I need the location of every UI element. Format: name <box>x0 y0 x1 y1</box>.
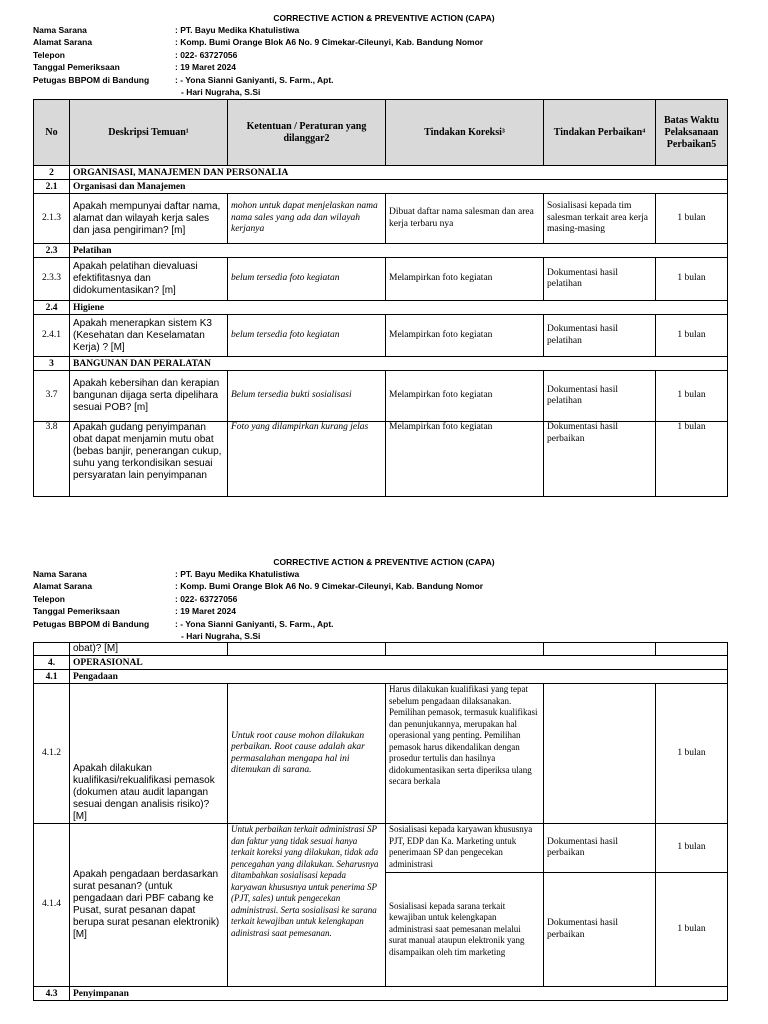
row-deskripsi: Apakah pengadaan berdasarkan surat pesanan? (untuk pengadaan dari PBF cabang ke Pusat, surat pesanan dapat berupa surat pesanan elektronik) [M] <box>70 824 228 987</box>
subsection-row <box>34 301 728 315</box>
row-ketentuan: mohon untuk dapat menjelaskan nama nama sales yang ada dan wilayah kerjanya <box>228 194 386 244</box>
row-koreksi: Dibuat daftar nama salesman dan area kerja terbaru nya <box>386 194 544 244</box>
field-label: Petugas BBPOM di Bandung <box>33 618 150 629</box>
field-value: : Komp. Bumi Orange Blok A6 No. 9 Cimekar-Cileunyi, Kab. Bandung Nomor <box>175 581 484 592</box>
row-no: 4.1.4 <box>34 824 70 987</box>
subsection-row <box>34 180 728 194</box>
capa-table-1 <box>33 99 728 497</box>
document-title: CORRECTIVE ACTION & PREVENTIVE ACTION (CAPA) <box>273 13 495 23</box>
field-value: : - Yona Sianni Ganiyanti, S. Farm., Apt. <box>175 74 334 85</box>
section-row <box>34 656 728 670</box>
row-no: 2.3.3 <box>34 258 70 301</box>
row-deskripsi: Apakah mempunyai daftar nama, alamat dan wilayah kerja sales dan jasa pengiriman? [m] <box>70 194 228 244</box>
section-title: BANGUNAN DAN PERALATAN <box>70 357 728 371</box>
header-field-telepon <box>33 593 483 605</box>
row-ketentuan: belum tersedia foto kegiatan <box>228 315 386 357</box>
row-koreksi: Sosialisasi kepada karyawan khususnya PJT, EDP dan Ka. Marketing untuk penerimaan SP dan pengecekan administrasi <box>386 824 544 873</box>
table-row <box>34 315 728 357</box>
header-field-telepon <box>33 49 483 61</box>
section-no: 4.1 <box>34 670 70 684</box>
field-value: : 19 Maret 2024 <box>175 62 236 73</box>
row-batas: 1 bulan <box>656 422 728 497</box>
section-no: 2.3 <box>34 244 70 258</box>
field-label: Telepon <box>33 593 65 604</box>
row-perbaikan: Dokumentasi hasil perbaikan <box>544 422 656 497</box>
row-deskripsi: Apakah dilakukan kualifikasi/rekualifikasi pemasok (dokumen atau audit lapangan sesuai dengan analisis risiko)? [M] <box>70 684 228 824</box>
subsection-row <box>34 670 728 684</box>
header-field-alamat <box>33 580 483 592</box>
col-header-no: No <box>34 100 70 166</box>
row-no: 3.8 <box>34 422 70 497</box>
field-value: : - Yona Sianni Ganiyanti, S. Farm., Apt. <box>175 618 334 629</box>
document-title-page2: CORRECTIVE ACTION & PREVENTIVE ACTION (CAPA) <box>273 557 495 567</box>
section-no: 3 <box>34 357 70 371</box>
table-header-row <box>34 100 728 166</box>
table-row <box>34 824 728 873</box>
header-field-nama <box>33 568 483 580</box>
header-field-alamat <box>33 36 483 48</box>
header-info-page2 <box>33 568 483 642</box>
header-field-petugas <box>33 74 483 86</box>
header-field-petugas-2: - Hari Nugraha, S.Si <box>181 87 261 98</box>
col-header-deskripsi: Deskripsi Temuan¹ <box>70 100 228 166</box>
table-row <box>34 371 728 422</box>
table-row <box>34 684 728 824</box>
row-batas: 1 bulan <box>656 315 728 357</box>
section-row <box>34 166 728 180</box>
field-label: Petugas BBPOM di Bandung <box>33 74 150 85</box>
section-no: 4.3 <box>34 987 70 1001</box>
row-koreksi: Melampirkan foto kegiatan <box>386 258 544 301</box>
section-title: Organisasi dan Manajemen <box>70 180 728 194</box>
row-ketentuan: Belum tersedia bukti sosialisasi <box>228 371 386 422</box>
section-no: 2 <box>34 166 70 180</box>
row-deskripsi: Apakah kebersihan dan kerapian bangunan dijaga serta dipelihara sesuai POB? [m] <box>70 371 228 422</box>
row-batas: 1 bulan <box>656 371 728 422</box>
field-value: : 022- 63727056 <box>175 593 238 604</box>
row-ketentuan: Untuk root cause mohon dilakukan perbaikan. Root cause adalah akar permasalahan mengapa hal ini ditemukan di sarana. <box>228 684 386 824</box>
subsection-row <box>34 987 728 1001</box>
row-koreksi: Melampirkan foto kegiatan <box>386 371 544 422</box>
col-header-koreksi: Tindakan Koreksi³ <box>386 100 544 166</box>
col-header-ketentuan: Ketentuan / Peraturan yang dilanggar2 <box>228 100 386 166</box>
field-value: : Komp. Bumi Orange Blok A6 No. 9 Cimekar-Cileunyi, Kab. Bandung Nomor <box>175 37 484 48</box>
row-batas: 1 bulan <box>656 194 728 244</box>
field-label: Nama Sarana <box>33 569 87 579</box>
row-no: 2.4.1 <box>34 315 70 357</box>
row-deskripsi: Apakah menerapkan sistem K3 (Kesehatan dan Keselamatan Kerja) ? [M] <box>70 315 228 357</box>
header-field-petugas-2: - Hari Nugraha, S.Si <box>181 631 261 642</box>
row-deskripsi: Apakah pelatihan dievaluasi efektifitasnya dan didokumentasikan? [m] <box>70 258 228 301</box>
row-koreksi: Melampirkan foto kegiatan <box>386 315 544 357</box>
header-field-tanggal <box>33 605 483 617</box>
row-perbaikan: Dokumentasi hasil perbaikan <box>544 824 656 873</box>
row-no: 3.7 <box>34 371 70 422</box>
section-row <box>34 357 728 371</box>
table-row <box>34 258 728 301</box>
row-koreksi: Sosialisasi kepada sarana terkait kewajiban untuk kelengkapan administrasi saat pemesanan melalui surat manual ataupun elektronik yang disampaikan oleh tim marketing <box>386 873 544 987</box>
section-no: 4. <box>34 656 70 670</box>
row-deskripsi: Apakah gudang penyimpanan obat dapat menjamin mutu obat (bebas banjir, penerangan cukup, suhu yang terkondisikan sesuai persyaratan lain penyimpanan <box>70 422 228 497</box>
row-batas: 1 bulan <box>656 824 728 873</box>
row-koreksi: Harus dilakukan kualifikasi yang tepat sebelum pengadaan dilaksanakan. Pemilihan pemasok, termasuk kualifikasi dan penunjukannya, merupakan hal operasional yang penting. Pemilihan pemasok harus dikendalikan dengan prosedur tertulis dan hasilnya didokumentasikan serta diperiksa ulang secara berkala <box>386 684 544 824</box>
col-header-batas: Batas Waktu Pelaksanaan Perbaikan5 <box>656 100 728 166</box>
row-koreksi <box>386 643 544 656</box>
field-label: Tanggal Pemeriksaan <box>33 606 120 617</box>
row-batas: 1 bulan <box>656 873 728 987</box>
row-ketentuan <box>228 643 386 656</box>
subsection-row <box>34 244 728 258</box>
row-batas <box>656 643 728 656</box>
row-no: 4.1.2 <box>34 684 70 824</box>
header-field-tanggal <box>33 61 483 73</box>
row-perbaikan: Sosialisasi kepada tim salesman terkait area kerja masing-masing <box>544 194 656 244</box>
row-batas: 1 bulan <box>656 684 728 824</box>
header-field-nama <box>33 24 483 36</box>
field-label: Alamat Sarana <box>33 581 93 592</box>
section-title: Pelatihan <box>70 244 728 258</box>
row-no <box>34 643 70 656</box>
table-row <box>34 422 728 497</box>
section-no: 2.1 <box>34 180 70 194</box>
table-row <box>34 194 728 244</box>
field-value: : 022- 63727056 <box>175 49 238 60</box>
row-ketentuan: belum tersedia foto kegiatan <box>228 258 386 301</box>
row-perbaikan <box>544 643 656 656</box>
capa-table-2 <box>33 642 728 1001</box>
row-no: 2.1.3 <box>34 194 70 244</box>
header-info <box>33 24 483 98</box>
section-title: OPERASIONAL <box>70 656 728 670</box>
row-koreksi: Melampirkan foto kegiatan <box>386 422 544 497</box>
field-value: : PT. Bayu Medika Khatulistiwa <box>175 569 300 579</box>
field-value: : PT. Bayu Medika Khatulistiwa <box>175 25 300 35</box>
field-value: : 19 Maret 2024 <box>175 606 236 617</box>
field-label: Telepon <box>33 49 65 60</box>
section-title: Penyimpanan <box>70 987 728 1001</box>
row-perbaikan <box>544 684 656 824</box>
row-perbaikan: Dokumentasi hasil pelatihan <box>544 371 656 422</box>
row-perbaikan: Dokumentasi hasil perbaikan <box>544 873 656 987</box>
header-field-petugas <box>33 618 483 630</box>
section-no: 2.4 <box>34 301 70 315</box>
row-perbaikan: Dokumentasi hasil pelatihan <box>544 258 656 301</box>
row-deskripsi: obat)? [M] <box>70 643 228 656</box>
continuation-row <box>34 643 728 656</box>
row-ketentuan: Foto yang dilampirkan kurang jelas <box>228 422 386 497</box>
section-title: ORGANISASI, MANAJEMEN DAN PERSONALIA <box>70 166 728 180</box>
field-label: Nama Sarana <box>33 25 87 35</box>
row-ketentuan: Untuk perbaikan terkait administrasi SP dan faktur yang tidak sesuai hanya terkait koreksi yang dilakukan, tidak ada pencegahan yang dilakukan. Seharusnya ditambahkan sosialisasi kepada karyawan khususnya untuk penerima SP (PJT, sales) untuk pengecekan administrasi. Serta sosialisasi ke sarana terkait kewajiban untuk kelengkapan adinistrasi saat pemesanan. <box>228 824 386 987</box>
field-label: Alamat Sarana <box>33 37 93 48</box>
section-title: Higiene <box>70 301 728 315</box>
col-header-perbaikan: Tindakan Perbaikan⁴ <box>544 100 656 166</box>
section-title: Pengadaan <box>70 670 728 684</box>
row-perbaikan: Dokumentasi hasil pelatihan <box>544 315 656 357</box>
row-batas: 1 bulan <box>656 258 728 301</box>
field-label: Tanggal Pemeriksaan <box>33 62 120 73</box>
